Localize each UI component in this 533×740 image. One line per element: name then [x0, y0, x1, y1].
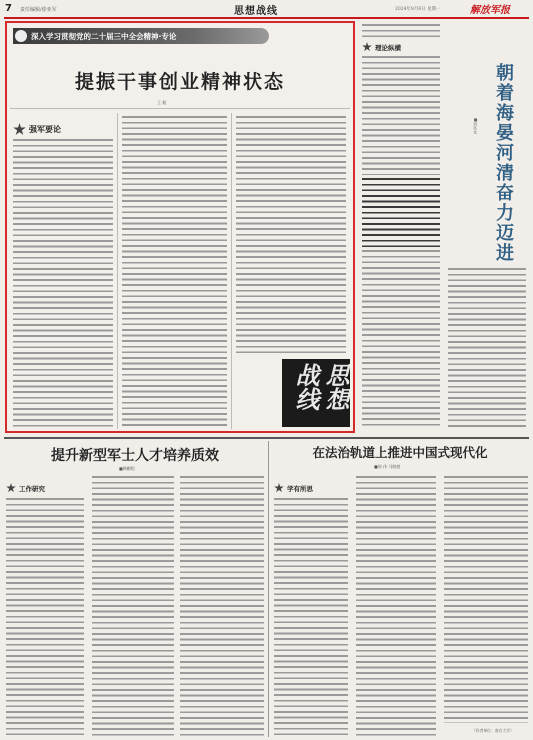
- bottom-right-article: [272, 441, 530, 740]
- bottom-section-divider: [4, 437, 529, 439]
- bottom-right-col-2: [356, 475, 436, 737]
- bottom-right-col-1: [274, 497, 348, 737]
- calligraphy-text: 思想战线: [291, 363, 350, 411]
- right-column-body-b: [362, 249, 440, 429]
- bottom-right-section-label-text: 学有所思: [287, 484, 313, 493]
- masthead-rule: [4, 17, 529, 19]
- column-divider: [231, 113, 232, 429]
- body-column-2: [122, 115, 227, 427]
- body-column-1: [13, 138, 113, 428]
- bottom-left-article: [4, 441, 267, 740]
- right-column-bold-para: [362, 177, 440, 247]
- right-column-body-c: [448, 267, 526, 429]
- bottom-right-col-3: [444, 475, 528, 723]
- section-title: 思想战线: [234, 6, 278, 17]
- page-number: 7: [5, 3, 12, 14]
- right-column-body-a: [362, 55, 440, 175]
- bottom-left-col-2: [92, 475, 174, 737]
- bottom-left-section-label: [6, 483, 45, 493]
- bottom-column-divider: [268, 441, 269, 737]
- bottom-left-section-label-text: 工作研究: [19, 484, 45, 493]
- bottom-left-byline: ■韩鹏程: [119, 466, 135, 471]
- newspaper-logo: 解放军报: [470, 5, 510, 16]
- series-banner-icon: [15, 30, 27, 42]
- bottom-left-col-3: [180, 475, 264, 737]
- bottom-left-col-1: [6, 497, 84, 737]
- column-divider: [117, 113, 118, 429]
- series-banner: [13, 28, 269, 44]
- vertical-headline: 朝着海晏河清奋力迈进: [493, 63, 514, 263]
- right-column-intro: [362, 23, 440, 39]
- featured-article: [5, 21, 355, 433]
- right-column-label: [362, 42, 401, 52]
- bottom-right-footer-note: （作者单位：南京大学）: [472, 728, 514, 733]
- body-column-3: [236, 115, 346, 357]
- star-icon: [362, 42, 372, 52]
- star-icon: [274, 483, 284, 493]
- series-banner-text: 深入学习贯彻党的二十届三中全会精神·专论: [31, 32, 177, 41]
- bottom-left-headline: 提升新型军士人才培养质效: [51, 448, 219, 464]
- date-line: 2024年8月6日 星期一: [395, 7, 441, 12]
- bottom-right-byline: ■周 伟 马晓茜: [374, 464, 401, 469]
- headline-divider: [10, 108, 350, 109]
- star-icon: [13, 123, 26, 136]
- calligraphy-seal: [282, 359, 350, 427]
- section-label: 责任编辑/徐亚军: [20, 7, 57, 13]
- star-icon: [6, 483, 16, 493]
- headline: 提振干事创业精神状态: [74, 71, 285, 93]
- right-column: [360, 21, 530, 433]
- section-heading-text: 强军要论: [29, 125, 61, 134]
- masthead: [0, 0, 533, 18]
- right-byline: ■刘兆龙: [473, 117, 478, 134]
- bottom-right-headline: 在法治轨道上推进中国式现代化: [312, 445, 488, 460]
- bottom-right-section-label: [274, 483, 313, 493]
- byline: 王 毅: [157, 100, 167, 105]
- right-column-label-text: 理论纵横: [375, 43, 401, 52]
- section-heading: [13, 123, 61, 136]
